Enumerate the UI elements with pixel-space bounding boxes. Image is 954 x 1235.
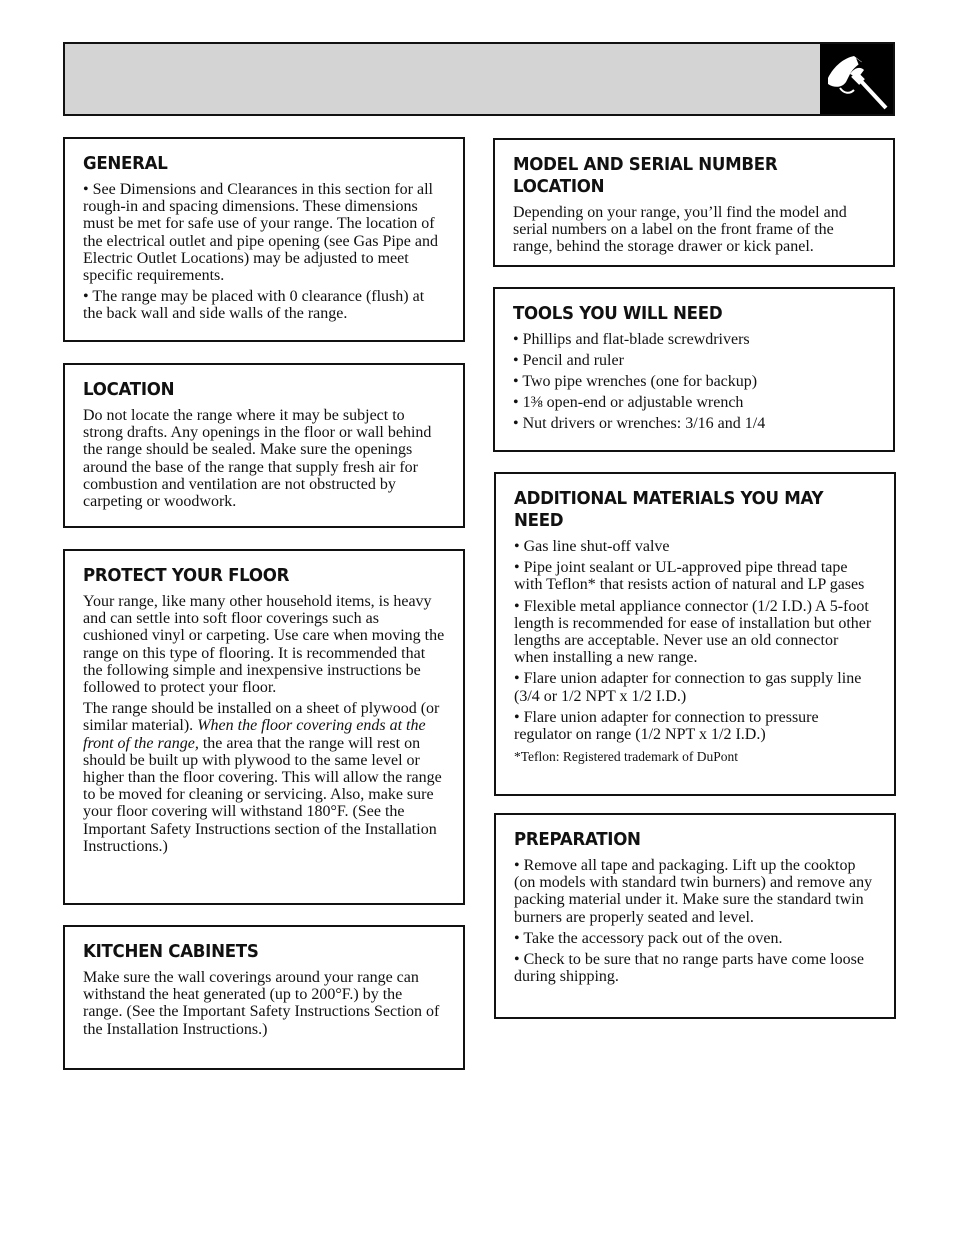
preparation-item: • Remove all tape and packaging. Lift up the cooktop (on models with standard twin burners) and remove any packing material under it. Make sure the standard twin burners are properly seated and level. — [514, 857, 873, 926]
materials-section — [494, 472, 896, 796]
model-serial-title: MODEL AND SERIAL NUMBER LOCATION — [513, 155, 778, 197]
materials-item: • Flare union adapter for connection to gas supply line (3/4 or 1/2 NPT x 1/2 I.D.) — [514, 670, 862, 705]
materials-item: • Flexible metal appliance connector (1/2 I.D.) A 5-foot length is recommended for ease of installation but other lengths are acceptable. Never use an old connector when installing a new range. — [514, 597, 872, 667]
location-title: LOCATION — [83, 380, 175, 400]
para2-italic: When the floor covering ends at the front of the range, — [83, 717, 426, 752]
protect-floor-para1: Your range, like many other household items, is heavy and can settle into soft floor coverings such as cushioned vinyl or carpeting. Use care when moving the range on this type of flooring. It is recommended that the following simple and inexpensive instructions be followed to protect your floor. — [83, 593, 445, 697]
tools-title: TOOLS YOU WILL NEED — [513, 304, 723, 324]
kitchen-cabinets-text: Make sure the wall coverings around your range can withstand the heat generated (up to 200°F.) by the range. (See the Important Safety Instructions Section of the Installation Instructions.) — [83, 969, 440, 1038]
teflon-note: *Teflon: Registered trademark of DuPont — [514, 749, 738, 765]
materials-title: ADDITIONAL MATERIALS YOU MAY NEED — [514, 489, 824, 531]
para2-end: the area that the range will rest on should be built up with plywood to the same level or higher than the floor covering. This will allow the range to be moved for cleaning or servicing. Also, make sure your floor covering will withstand 180°F. (See the Important Safety Instructions section of the Installation Instructions.) — [83, 734, 442, 855]
materials-item: • Gas line shut-off valve — [514, 538, 670, 555]
general-section — [63, 137, 465, 342]
protect-floor-section — [63, 549, 465, 905]
para2-start: The range should be installed on a sheet of plywood (or similar material). — [83, 700, 440, 735]
kitchen-cabinets-section — [63, 925, 465, 1070]
hand-screwdriver-icon — [820, 44, 893, 114]
protect-floor-title: PROTECT YOUR FLOOR — [83, 566, 290, 586]
preparation-item: • Take the accessory pack out of the oven. — [514, 929, 783, 947]
tools-item: • 1⅜ open-end or adjustable wrench — [513, 394, 744, 412]
general-item: • The range may be placed with 0 clearance (flush) at the back wall and side walls of the range. — [83, 288, 425, 323]
general-item: • See Dimensions and Clearances in this section for all rough-in and spacing dimensions. These dimensions must be met for safe use of your range. The location of the electrical outlet and pipe opening (see Gas Pipe and Electric Outlet Locations) may be adjusted to meet specific requirements. — [83, 181, 438, 285]
tools-item: • Two pipe wrenches (one for backup) — [513, 373, 758, 391]
tools-section — [493, 287, 895, 452]
preparation-item: • Check to be sure that no range parts have come loose during shipping. — [514, 951, 864, 986]
preparation-section — [494, 813, 896, 1019]
tools-item: • Nut drivers or wrenches: 3/16 and 1/4 — [513, 415, 766, 433]
model-serial-text: Depending on your range, you’ll find the model and serial numbers on a label on the front frame of the range, behind the storage drawer or kick panel. — [513, 204, 847, 256]
materials-item: • Flare union adapter for connection to pressure regulator on range (1/2 NPT x 1/2 I.D.) — [514, 708, 819, 744]
kitchen-cabinets-title: KITCHEN CABINETS — [83, 942, 259, 962]
protect-floor-para2 — [83, 700, 445, 855]
preparation-title: PREPARATION — [514, 830, 641, 850]
model-serial-section — [493, 138, 895, 267]
header-bar — [63, 42, 895, 116]
location-text: Do not locate the range where it may be subject to strong drafts. Any openings in the floor or wall behind the range should be sealed. Make sure the openings around the base of the range that supply fresh air for combustion and ventilation are not obstructed by carpeting or woodwork. — [83, 407, 432, 511]
location-section — [63, 363, 465, 528]
tools-item: • Phillips and flat-blade screwdrivers — [513, 331, 750, 348]
materials-item: • Pipe joint sealant or UL-approved pipe thread tape with Teflon* that resists action of natural and LP gases — [514, 559, 865, 594]
general-title: GENERAL — [83, 154, 168, 174]
tools-item: • Pencil and ruler — [513, 352, 624, 370]
